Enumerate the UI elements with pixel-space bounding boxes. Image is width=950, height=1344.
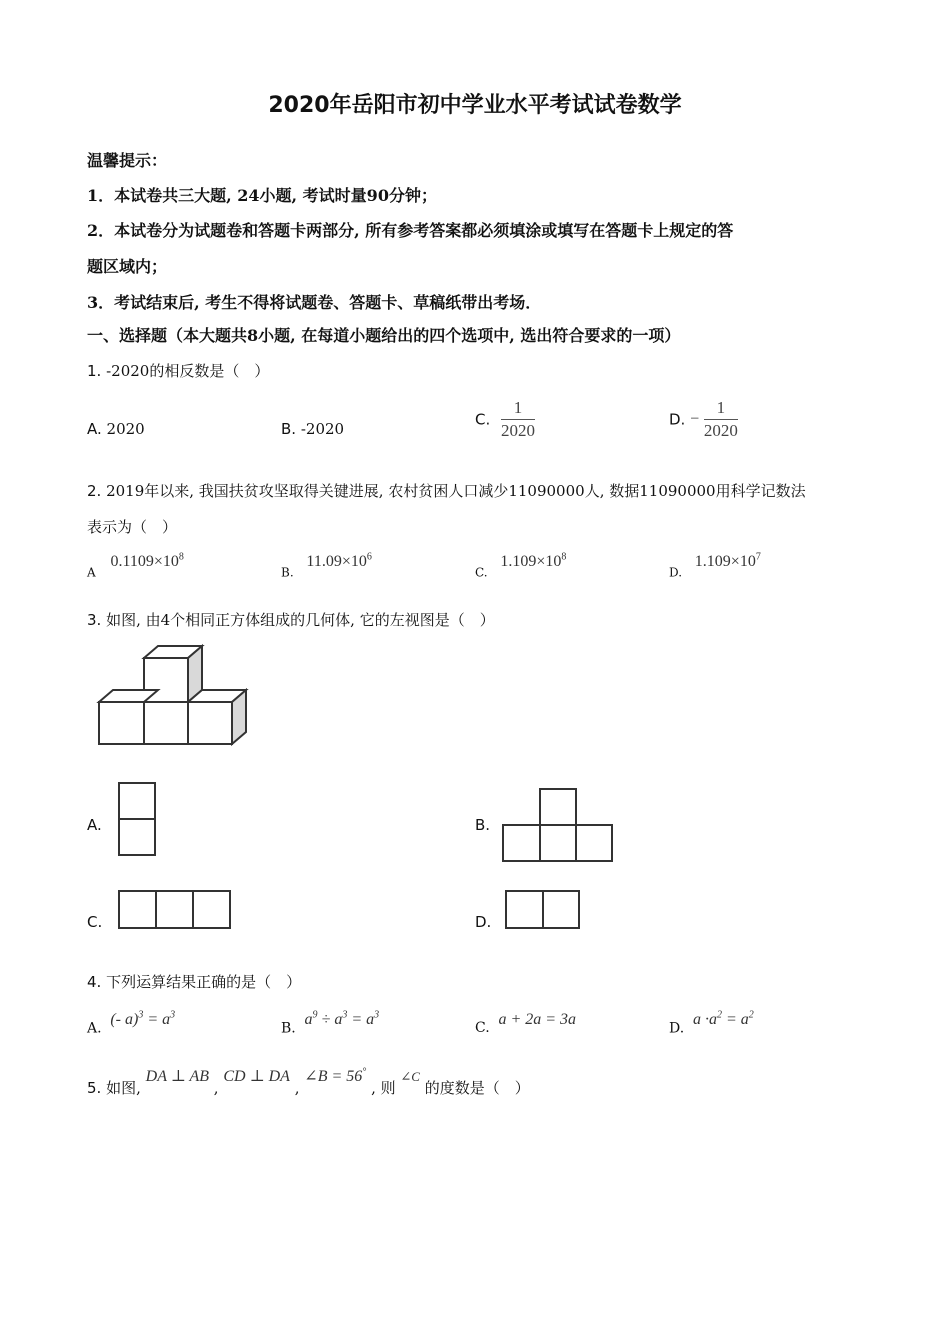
question-number: 2. bbox=[87, 482, 102, 500]
question-stem: 如图, 由4个相同正方体组成的几何体, 它的左视图是（ ） bbox=[106, 611, 495, 629]
expression bbox=[305, 1011, 380, 1028]
notice-item-2a: 2．本试卷分为试题卷和答题卡两部分, 所有参考答案都必须填涂或填写在答题卡上规定的答 bbox=[87, 221, 734, 240]
expr-exponent: 2 bbox=[748, 1010, 754, 1021]
sci-notation bbox=[306, 553, 371, 570]
q4-option-a[interactable] bbox=[87, 1010, 175, 1036]
question-4 bbox=[87, 971, 301, 992]
question-mid: , 则 bbox=[371, 1079, 396, 1097]
q4-option-b[interactable] bbox=[281, 1010, 379, 1036]
sci-notation bbox=[500, 553, 566, 570]
question-stem: 下列运算结果正确的是（ ） bbox=[106, 973, 302, 991]
option-label: A. bbox=[87, 420, 102, 438]
separator: , bbox=[294, 1079, 300, 1097]
q1-option-b[interactable] bbox=[281, 420, 344, 438]
option-label: C. bbox=[475, 565, 488, 580]
option-label: B. bbox=[281, 565, 294, 580]
expression bbox=[693, 1011, 754, 1028]
right-cube-front-face bbox=[188, 702, 232, 744]
sci-base: 1.109×10 bbox=[500, 553, 562, 571]
sci-notation bbox=[695, 553, 761, 570]
notice-item-2b: 题区域内； bbox=[87, 257, 168, 276]
option-label: A. bbox=[87, 1020, 102, 1037]
degree-sign: ° bbox=[362, 1066, 367, 1078]
option-value: 2020 bbox=[106, 420, 145, 438]
question-stem: 2019年以来, 我国扶贫攻坚取得关键进展, 农村贫困人口减少11090000人, 数据11090000用科学记数法 bbox=[106, 482, 806, 500]
expr-part: a bbox=[304, 1011, 313, 1029]
expr-part: ÷ a bbox=[317, 1011, 343, 1029]
expr-part: a ·a bbox=[692, 1011, 717, 1029]
question-lead: 如图, bbox=[106, 1079, 141, 1097]
q3-option-d-label[interactable]: D. bbox=[475, 913, 492, 931]
notice-item-1: 1．本试卷共三大题, 24小题, 考试时量90分钟； bbox=[87, 186, 437, 205]
left-cube-front-face bbox=[99, 702, 144, 744]
q4-option-c[interactable] bbox=[475, 1010, 576, 1036]
question-number: 5. bbox=[87, 1079, 102, 1097]
q3-option-c-label[interactable]: C. bbox=[87, 913, 103, 931]
angle-expr: ∠B = 56 bbox=[304, 1068, 363, 1085]
minus-sign: − bbox=[690, 410, 700, 428]
fraction-denominator: 2020 bbox=[703, 421, 738, 440]
fraction bbox=[501, 398, 535, 441]
q1-option-a[interactable] bbox=[87, 420, 145, 438]
fraction-numerator: 1 bbox=[704, 398, 738, 420]
expr-exponent: 3 bbox=[170, 1010, 176, 1021]
question-1 bbox=[87, 360, 269, 381]
expr-part: (- a) bbox=[110, 1011, 139, 1029]
section-heading: 一、选择题（本大题共8小题, 在每道小题给出的四个选项中, 选出符合要求的一项） bbox=[87, 326, 681, 345]
expr-exponent: 2 bbox=[716, 1010, 722, 1021]
middle-cube-front-face bbox=[144, 702, 188, 744]
question-5 bbox=[87, 1066, 530, 1098]
question-2-cont: 表示为（ ） bbox=[87, 518, 178, 536]
q3-option-a-label[interactable]: A. bbox=[87, 816, 102, 834]
question-number: 3. bbox=[87, 611, 102, 629]
math-expression bbox=[304, 1068, 366, 1085]
q3-option-c-figure[interactable] bbox=[118, 890, 232, 930]
question-stem: -2020的相反数是（ ） bbox=[106, 362, 270, 380]
option-label: D. bbox=[669, 565, 683, 580]
q2-option-c[interactable] bbox=[475, 552, 566, 579]
option-label: D. bbox=[669, 410, 686, 429]
expr-part: = a bbox=[721, 1011, 749, 1029]
question-number: 4. bbox=[87, 973, 102, 991]
option-label: A bbox=[87, 565, 96, 580]
notice-item-3: 3．考试结束后, 考生不得将试题卷、答题卡、草稿纸带出考场． bbox=[87, 293, 542, 312]
option-label: B. bbox=[281, 420, 297, 438]
q2-option-b[interactable] bbox=[281, 552, 372, 579]
separator: , bbox=[213, 1079, 219, 1097]
expression: a + 2a = 3a bbox=[498, 1011, 577, 1028]
sci-exponent: 8 bbox=[561, 552, 567, 563]
math-expression: ∠C bbox=[400, 1069, 420, 1084]
sci-exponent: 8 bbox=[178, 552, 184, 563]
expr-exponent: 3 bbox=[138, 1010, 144, 1021]
page-title: 2020年岳阳市初中学业水平考试试卷数学 bbox=[268, 93, 682, 118]
question-tail: 的度数是（ ） bbox=[424, 1079, 530, 1097]
math-expression: DA ⊥ AB bbox=[145, 1068, 209, 1085]
fraction-denominator: 2020 bbox=[501, 421, 536, 440]
math-expression: CD ⊥ DA bbox=[223, 1068, 290, 1085]
expr-exponent: 3 bbox=[374, 1010, 380, 1021]
q4-option-d[interactable] bbox=[669, 1010, 754, 1036]
sci-notation bbox=[110, 553, 183, 570]
q2-option-d[interactable] bbox=[669, 552, 761, 579]
q3-option-b-figure[interactable] bbox=[502, 788, 614, 864]
q1-option-c[interactable] bbox=[475, 398, 535, 441]
sci-base: 11.09×10 bbox=[306, 553, 367, 571]
expr-exponent: 9 bbox=[312, 1010, 318, 1021]
option-value: -2020 bbox=[300, 420, 345, 438]
expr-exponent: 3 bbox=[342, 1010, 348, 1021]
option-label: C. bbox=[475, 1020, 490, 1036]
q3-option-a-figure[interactable] bbox=[118, 782, 156, 856]
expr-part: = a bbox=[143, 1011, 171, 1029]
option-label: C. bbox=[475, 410, 491, 429]
expr-part: = a bbox=[347, 1011, 375, 1029]
cube-figure bbox=[96, 644, 248, 748]
sci-exponent: 6 bbox=[366, 552, 372, 563]
expression bbox=[110, 1011, 175, 1028]
q2-option-a[interactable] bbox=[87, 552, 184, 579]
q3-option-d-figure[interactable] bbox=[505, 890, 581, 930]
sci-exponent: 7 bbox=[755, 552, 761, 563]
question-3 bbox=[87, 609, 495, 630]
sci-base: 0.1109×10 bbox=[110, 553, 179, 571]
notice-heading: 温馨提示： bbox=[87, 151, 168, 170]
sci-base: 1.109×10 bbox=[694, 553, 756, 571]
q3-option-b-label[interactable]: B. bbox=[475, 816, 491, 834]
question-number: 1. bbox=[87, 362, 102, 380]
option-label: D. bbox=[669, 1020, 685, 1037]
question-2 bbox=[87, 480, 806, 501]
q1-option-d[interactable] bbox=[669, 398, 738, 441]
fraction bbox=[704, 398, 738, 441]
fraction-numerator: 1 bbox=[501, 398, 535, 420]
option-label: B. bbox=[281, 1020, 296, 1037]
